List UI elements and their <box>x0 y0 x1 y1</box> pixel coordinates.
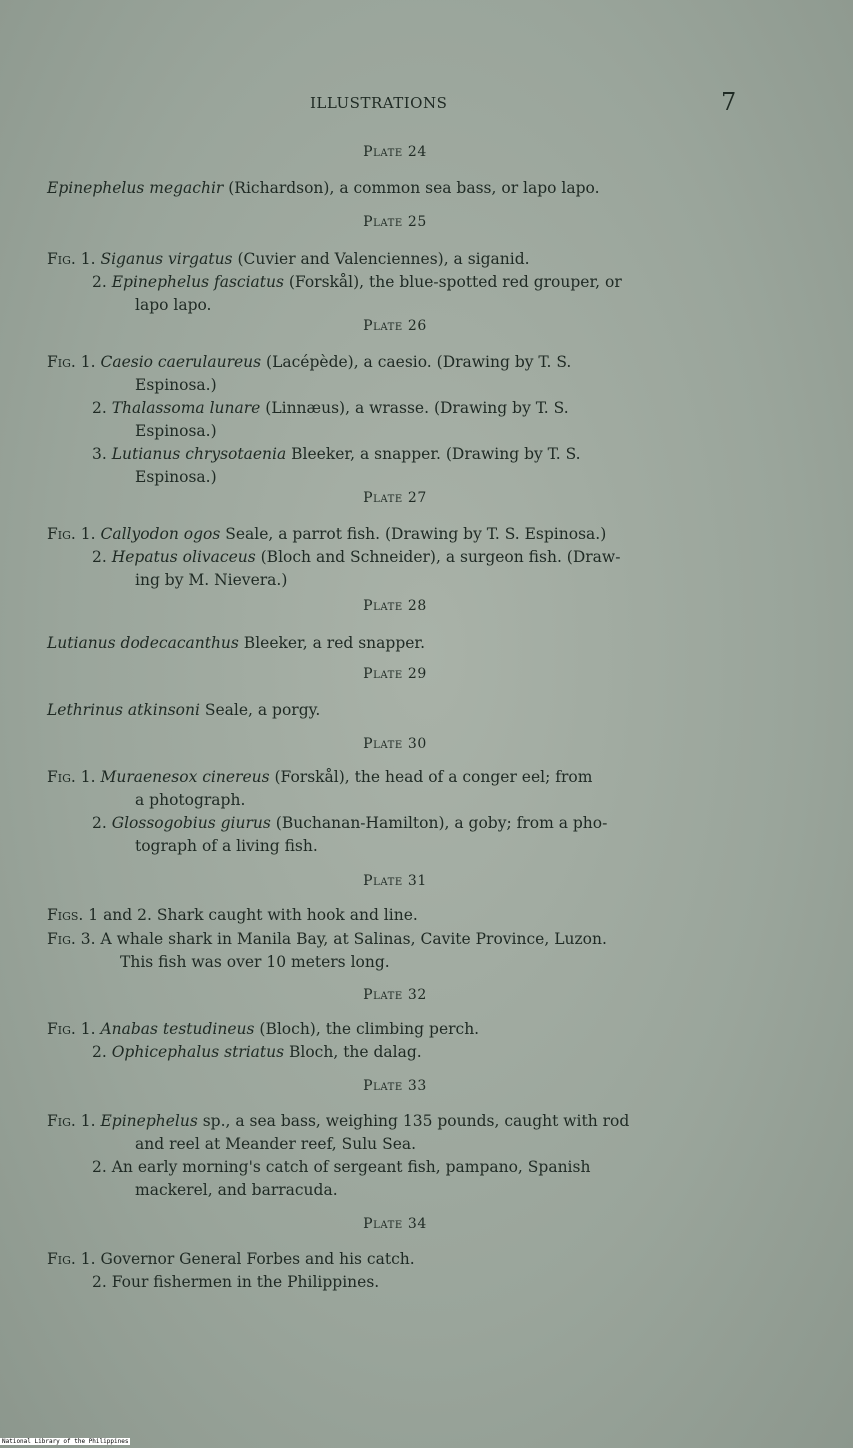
plate-26-fig-2-cont: Espinosa.) <box>135 422 217 440</box>
plate-26-fig-1-cont: Espinosa.) <box>135 376 217 394</box>
plate-27-fig-2: 2. Hepatus olivaceus (Bloch and Schneider), a surgeon fish. (Draw- <box>92 548 621 566</box>
plate-32-heading: Plate 32 <box>363 987 427 1003</box>
plate-30-heading: Plate 30 <box>363 736 427 752</box>
plate-25-fig-2: 2. Epinephelus fasciatus (Forskål), the blue-spotted red grouper, or <box>92 273 622 291</box>
plate-25-fig-1: Fig. 1. Siganus virgatus (Cuvier and Valenciennes), a siganid. <box>47 250 530 268</box>
plate-29-heading: Plate 29 <box>363 666 427 682</box>
plate-26-fig-3-cont: Espinosa.) <box>135 468 217 486</box>
plate-31-figs-1-2: Figs. 1 and 2. Shark caught with hook and line. <box>47 906 418 924</box>
plate-29-caption: Lethrinus atkinsoni Seale, a porgy. <box>47 701 321 719</box>
page-number: 7 <box>721 88 737 116</box>
plate-33-fig-1-cont: and reel at Meander reef, Sulu Sea. <box>135 1135 417 1153</box>
plate-31-heading: Plate 31 <box>363 873 427 889</box>
plate-33-fig-2-cont: mackerel, and barracuda. <box>135 1181 338 1199</box>
plate-27-fig-2-cont: ing by M. Nievera.) <box>135 571 288 589</box>
plate-32-fig-1: Fig. 1. Anabas testudineus (Bloch), the climbing perch. <box>47 1020 480 1038</box>
plate-33-heading: Plate 33 <box>363 1078 427 1094</box>
plate-28-caption: Lutianus dodecacanthus Bleeker, a red snapper. <box>47 634 426 652</box>
plate-28-heading: Plate 28 <box>363 598 427 614</box>
plate-27-fig-1: Fig. 1. Callyodon ogos Seale, a parrot fish. (Drawing by T. S. Espinosa.) <box>47 525 607 543</box>
plate-25-fig-2-cont: lapo lapo. <box>135 296 212 314</box>
plate-26-heading: Plate 26 <box>363 318 427 334</box>
plate-30-fig-1-cont: a photograph. <box>135 791 246 809</box>
plate-33-fig-2: 2. An early morning's catch of sergeant fish, pampano, Spanish <box>92 1158 591 1176</box>
plate-26-fig-3: 3. Lutianus chrysotaenia Bleeker, a snapper. (Drawing by T. S. <box>92 445 581 463</box>
plate-25-heading: Plate 25 <box>363 214 427 230</box>
plate-34-fig-1: Fig. 1. Governor General Forbes and his catch. <box>47 1250 415 1268</box>
plate-33-fig-1: Fig. 1. Epinephelus sp., a sea bass, weighing 135 pounds, caught with rod <box>47 1112 630 1130</box>
plate-27-heading: Plate 27 <box>363 490 427 506</box>
plate-30-fig-2: 2. Glossogobius giurus (Buchanan-Hamilton), a goby; from a pho- <box>92 814 608 832</box>
plate-26-fig-2: 2. Thalassoma lunare (Linnæus), a wrasse. (Drawing by T. S. <box>92 399 569 417</box>
plate-30-fig-1: Fig. 1. Muraenesox cinereus (Forskål), the head of a conger eel; from <box>47 768 593 786</box>
plate-34-fig-2: 2. Four fishermen in the Philippines. <box>92 1273 380 1291</box>
plate-26-fig-1: Fig. 1. Caesio caerulaureus (Lacépède), a caesio. (Drawing by T. S. <box>47 353 572 371</box>
plate-24-caption: Epinephelus megachir (Richardson), a common sea bass, or lapo lapo. <box>47 179 600 197</box>
library-credit: National Library of the Philippines <box>2 1438 129 1445</box>
plate-31-fig-3: Fig. 3. A whale shark in Manila Bay, at Salinas, Cavite Province, Luzon. <box>47 930 607 948</box>
running-header: ILLUSTRATIONS <box>310 94 448 112</box>
plate-30-fig-2-cont: tograph of a living fish. <box>135 837 318 855</box>
plate-34-heading: Plate 34 <box>363 1216 427 1232</box>
plate-31-fig-3-cont: This fish was over 10 meters long. <box>120 953 390 971</box>
plate-24-heading: Plate 24 <box>363 144 427 160</box>
plate-32-fig-2: 2. Ophicephalus striatus Bloch, the dalag. <box>92 1043 422 1061</box>
